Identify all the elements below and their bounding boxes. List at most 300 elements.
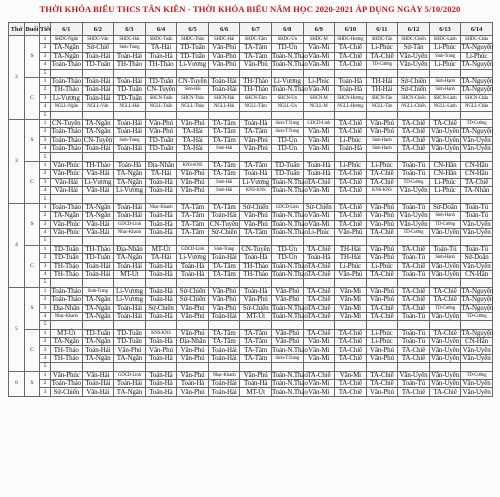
lesson-cell: Văn-Phú [177, 371, 209, 379]
lesson-cell: Li-Phúc [366, 161, 398, 169]
lesson-cell: TA-Chiê [335, 128, 367, 136]
lesson-cell: CN-Hân [429, 170, 461, 178]
lesson-cell: Văn-Phú [240, 145, 272, 153]
lesson-cell [177, 153, 209, 161]
lesson-cell: SHCN-M [303, 94, 335, 102]
column-header: 6/11 [366, 23, 398, 36]
lesson-cell: Li-Vương [114, 287, 146, 295]
period-cell: 5 [40, 111, 51, 119]
lesson-cell: SHDC-Ngân [51, 36, 83, 44]
lesson-cell: Toán-Hà [145, 371, 177, 379]
lesson-cell: Toán-Hải [208, 380, 240, 388]
lesson-cell: Toán-Hà [145, 338, 177, 346]
lesson-cell: NGLL-Thảo [177, 103, 209, 111]
lesson-cell: CN-Tuyền [83, 135, 113, 144]
lesson-cell: SHDC-Hương [335, 36, 367, 44]
column-header: 6/10 [335, 23, 367, 36]
lesson-cell: SHCN-Lành [429, 94, 461, 102]
period-cell: 2 [40, 212, 51, 220]
period-cell: 4 [40, 103, 51, 111]
lesson-cell: TA-Chiê [335, 44, 367, 52]
lesson-cell: Li-Vương [51, 94, 83, 102]
lesson-cell: Văn-Hải [82, 388, 114, 396]
lesson-cell: Toán-Hà [145, 52, 177, 60]
timetable-row [9, 94, 493, 102]
lesson-cell: CN-Hân [461, 170, 493, 178]
session-cell: S [25, 203, 40, 245]
lesson-cell: TH-Thảo [240, 262, 272, 270]
lesson-cell [271, 195, 303, 203]
lesson-cell: TD-Cường [366, 61, 398, 69]
period-cell: 3 [40, 304, 51, 312]
lesson-cell [240, 321, 272, 329]
lesson-cell: TA-Chiê [366, 228, 398, 236]
lesson-cell: Toán-Hải [114, 128, 146, 136]
lesson-cell: Toán-N.Thảo [271, 228, 308, 237]
lesson-cell: Nhạc-Khanh [145, 203, 177, 211]
lesson-cell: NGLL-M [303, 103, 335, 111]
lesson-cell: MT-Út [240, 388, 272, 396]
lesson-cell: GDCD-Linh [114, 220, 146, 228]
lesson-cell: Toán-Hải [208, 86, 240, 94]
lesson-cell: TH-Thảo [51, 262, 83, 270]
lesson-cell: Li-Phúc [366, 329, 398, 337]
lesson-cell: Văn-Phú [366, 354, 398, 362]
lesson-cell: Văn-Phú [177, 312, 209, 320]
lesson-cell: TA-Chiê [398, 354, 430, 362]
lesson-cell: Văn-Phú [271, 329, 303, 337]
lesson-cell: TA-Ngân [114, 178, 146, 186]
lesson-cell: Toán-Tú [398, 254, 430, 262]
lesson-cell: Li-Vương [271, 77, 303, 85]
lesson-cell [271, 237, 303, 245]
lesson-cell: NGLL-Tuấn [145, 103, 177, 111]
lesson-cell: TA-Chiê [398, 296, 430, 304]
lesson-cell: Văn-Phú [366, 220, 398, 228]
lesson-cell [303, 237, 335, 245]
period-cell: 3 [40, 94, 51, 102]
lesson-cell: TH-Hải [366, 77, 398, 85]
lesson-cell: TA-Ngân [114, 170, 146, 178]
lesson-cell: Li-Vương [114, 187, 146, 195]
lesson-cell: Văn-Uyên [431, 337, 460, 346]
lesson-cell: TA-Nguyện [461, 286, 494, 295]
lesson-cell: Văn-Phú [240, 296, 272, 304]
lesson-cell: TA-Tâm [240, 354, 272, 362]
lesson-cell: TA-Ngân [51, 44, 83, 52]
lesson-cell: SHCN-Ún [271, 94, 303, 102]
column-header: 6/7 [240, 23, 272, 36]
lesson-cell [240, 279, 272, 287]
lesson-cell [398, 321, 430, 329]
lesson-cell: Sử-Chiến [398, 77, 430, 85]
lesson-cell: Toán-Hải [114, 304, 146, 312]
lesson-cell: Toán-N.Thảo [271, 311, 308, 320]
lesson-cell: Văn-Uyên [431, 261, 460, 270]
lesson-cell: Toán-Hải [114, 52, 146, 60]
lesson-cell: Toán-N.Thảo [271, 219, 308, 228]
lesson-cell: TA-Chiê [398, 346, 430, 354]
lesson-cell [51, 363, 83, 371]
lesson-cell: SHDC-M [303, 36, 335, 44]
lesson-cell: Văn-Phú [366, 388, 398, 396]
lesson-cell: MT-Út [240, 312, 272, 320]
lesson-cell: TA-Ngân [82, 338, 114, 346]
lesson-cell: TD-Ún [271, 254, 303, 262]
lesson-cell: Toán-N.Thảo [271, 387, 308, 396]
lesson-cell: Toán-N.Thảo [271, 60, 308, 69]
lesson-cell: Toán-Hải [114, 262, 146, 270]
lesson-cell: TA-Chiê [366, 52, 398, 60]
lesson-cell: TD-Tuấn [82, 329, 114, 337]
period-cell: 2 [40, 44, 51, 52]
lesson-cell: Sinh-Hạnh [429, 254, 461, 262]
lesson-cell: Toán-Hải [82, 262, 114, 270]
lesson-cell: Toán-Thảo [51, 379, 81, 388]
lesson-cell: Toán-Hà [240, 170, 272, 178]
lesson-cell: Sinh-Hạnh [429, 77, 461, 85]
lesson-cell: TA-Tâm [208, 161, 240, 169]
timetable-row [9, 103, 493, 111]
lesson-cell: Văn-Uyên [431, 311, 460, 320]
lesson-cell: SHCN-Chiến [398, 94, 430, 102]
lesson-cell: KNS-KNS [240, 187, 272, 195]
lesson-cell: TA-Chiê [366, 312, 398, 320]
lesson-cell: TA-Tâm [240, 346, 272, 354]
lesson-cell: Sinh-Hải [208, 145, 240, 153]
lesson-cell [461, 111, 493, 119]
lesson-cell: TH-Thảo [114, 61, 146, 69]
lesson-cell: Toán-Hải [82, 145, 114, 153]
lesson-cell: TD-Cường [429, 220, 461, 228]
lesson-cell: TA-Nguyện [461, 85, 494, 94]
lesson-cell: Toán-Tú [461, 203, 493, 211]
lesson-cell: Li-Phúc [429, 61, 461, 69]
lesson-cell: Toán-Hà [303, 161, 335, 169]
column-header: Tiết [40, 23, 51, 36]
lesson-cell: Văn-Mi [303, 220, 335, 228]
lesson-cell: Sinh-Trang [429, 52, 461, 60]
lesson-cell: Văn-Phúc [51, 220, 83, 228]
lesson-cell [177, 279, 209, 287]
lesson-cell: Toán-Hà [145, 388, 177, 396]
lesson-cell [366, 279, 398, 287]
lesson-cell: TA-Tâm [208, 136, 240, 144]
lesson-cell: TA-Tâm [177, 203, 209, 211]
lesson-cell [335, 321, 367, 329]
lesson-cell: Toán-Hà [303, 170, 335, 178]
lesson-cell: Văn-Phú [145, 128, 177, 136]
lesson-cell: TA-Chiê [461, 178, 493, 186]
lesson-cell: TA-Chiê [303, 262, 335, 270]
lesson-cell [398, 237, 430, 245]
lesson-cell: Li-Phúc [429, 187, 461, 195]
lesson-cell: Toán-Hà [240, 287, 272, 295]
period-cell: 2 [40, 86, 51, 94]
lesson-cell: MT-Út [114, 270, 146, 278]
lesson-cell [429, 321, 461, 329]
lesson-cell: Li-Vương [177, 61, 209, 69]
lesson-cell: TA-Tâm [240, 52, 272, 60]
lesson-cell [271, 279, 303, 287]
period-cell: 5 [40, 237, 51, 245]
lesson-cell: Toán-N.Thảo [271, 261, 308, 270]
lesson-cell: TA-Chiê [366, 371, 398, 379]
lesson-cell: TA-Tâm [240, 338, 272, 346]
period-cell: 1 [40, 287, 51, 295]
lesson-cell: Toán-N.Thảo [271, 51, 308, 60]
lesson-cell: Toán-Hà [177, 270, 209, 278]
lesson-cell: TA-Ngân [82, 203, 114, 211]
lesson-cell: Toán-Hà [145, 296, 177, 304]
lesson-cell: TA-Ngân [51, 52, 83, 60]
lesson-cell: TH-Thảo [240, 86, 272, 94]
lesson-cell: Sử-Chiến [177, 296, 209, 304]
column-header: 6/13 [429, 23, 461, 36]
lesson-cell: SHCN-Hải [208, 94, 240, 102]
timetable-row [9, 321, 493, 329]
lesson-cell: Li-Phúc [429, 44, 461, 52]
lesson-cell: NGLL-Hải [208, 103, 240, 111]
lesson-cell: Văn-Phú [208, 44, 240, 52]
timetable-title: THỜI KHÓA BIỂU THCS TÂN KIÊN - THỜI KHÓA BIỂU NĂM HỌC 2020-2021 ÁP DỤNG NGÀY 5/10/2020 [39, 4, 461, 14]
lesson-cell: Văn-Uyên [462, 228, 491, 237]
lesson-cell: TA-Chiê [429, 296, 461, 304]
lesson-cell: TA-Chiê [398, 136, 430, 144]
lesson-cell: Toán-Hà [303, 254, 335, 262]
lesson-cell: Văn-Phú [271, 338, 303, 346]
lesson-cell: Văn-Phú [366, 128, 398, 136]
lesson-cell: Văn-Phú [208, 61, 240, 69]
lesson-cell: KNS-KNS [366, 187, 398, 195]
period-cell: 2 [40, 170, 51, 178]
lesson-cell: TA-Chiê [335, 119, 367, 127]
lesson-cell: Văn-Phú [208, 304, 240, 312]
lesson-cell: Toán-N.Thảo [271, 85, 308, 94]
period-cell: 5 [40, 363, 51, 371]
lesson-cell: Toán-Hà [145, 187, 177, 195]
lesson-cell: MT-Út [51, 329, 83, 337]
period-cell: 2 [40, 380, 51, 388]
lesson-cell: CN-Hân [429, 161, 461, 169]
lesson-cell: Nhạc-Khanh [208, 371, 240, 379]
column-header: 6/14 [461, 23, 493, 36]
lesson-cell: SHCN-Tâm [240, 94, 272, 102]
lesson-cell: Toán-Tú [398, 329, 430, 337]
lesson-cell: Sinh-Trang [114, 136, 146, 144]
timetable-row [9, 354, 493, 362]
lesson-cell: TH-Thảo [51, 346, 83, 354]
lesson-cell: Li-Vương [114, 296, 146, 304]
lesson-cell: SHDC-Tân [366, 36, 398, 44]
lesson-cell [429, 69, 461, 77]
lesson-cell: Văn-Phú [366, 245, 398, 253]
lesson-cell: Li-Vương [240, 178, 272, 186]
lesson-cell: SHDC-Tuấn [145, 36, 177, 44]
lesson-cell: TA-Tâm [208, 119, 240, 127]
lesson-cell: Sử-Chiến [51, 388, 83, 396]
period-cell: 1 [40, 371, 51, 379]
lesson-cell: Văn-Mi [335, 304, 367, 312]
session-cell: C [25, 161, 40, 203]
lesson-cell: Sử-Doãn [429, 203, 461, 211]
lesson-cell: Văn-Mi [303, 354, 335, 362]
lesson-cell: Văn-Uyên [462, 379, 491, 388]
lesson-cell [145, 279, 177, 287]
lesson-cell: Toán-Hà [145, 228, 177, 236]
timetable-body [9, 36, 493, 397]
lesson-cell: Văn-Mi [335, 296, 367, 304]
lesson-cell [114, 279, 146, 287]
lesson-cell: Toán-Hà [145, 312, 177, 320]
lesson-cell: CN-Tuyền [241, 244, 270, 253]
timetable-row [9, 254, 493, 262]
lesson-cell: Văn-Mi [335, 312, 367, 320]
timetable-row [9, 187, 493, 195]
lesson-cell [145, 321, 177, 329]
lesson-cell: TA-Ngân [82, 128, 114, 136]
lesson-cell [114, 321, 146, 329]
lesson-cell: TA-Chiê [335, 220, 367, 228]
lesson-cell: Toán-Hải [208, 77, 240, 85]
period-cell: 1 [40, 329, 51, 337]
lesson-cell: Sinh-T.Trang [271, 354, 303, 362]
lesson-cell: TA-Chiê [398, 245, 430, 253]
timetable-header-row [9, 23, 493, 36]
lesson-cell: CN-Tuyền [146, 85, 176, 94]
lesson-cell: Sử-Chiến [177, 287, 209, 295]
timetable-row [9, 61, 493, 69]
lesson-cell: SHDC-Chiến [398, 36, 430, 44]
lesson-cell: Văn-Uyên [431, 127, 460, 136]
lesson-cell: Văn-Mi [303, 61, 335, 69]
lesson-cell: Văn-Phú [240, 136, 272, 144]
lesson-cell: TA-Chiê [335, 178, 367, 186]
lesson-cell [271, 363, 303, 371]
lesson-cell [461, 363, 493, 371]
lesson-cell: Toán-Hải [208, 354, 240, 362]
lesson-cell: TA-Chiê [303, 296, 335, 304]
lesson-cell: Văn-Hải [51, 178, 83, 186]
session-cell: S [25, 119, 40, 161]
lesson-cell [114, 237, 146, 245]
lesson-cell: TH-Thảo [145, 61, 177, 69]
lesson-cell: Văn-Phú [114, 346, 146, 354]
lesson-cell: TA-Hải [145, 170, 177, 178]
lesson-cell [461, 279, 493, 287]
lesson-cell: TD-Tuấn [145, 145, 177, 153]
lesson-cell: Toán-Thảo [51, 286, 81, 295]
lesson-cell [303, 363, 335, 371]
lesson-cell: TA-Hải [145, 254, 177, 262]
lesson-cell: Địa-Nhân [114, 245, 146, 253]
period-cell: 4 [40, 61, 51, 69]
lesson-cell [366, 237, 398, 245]
timetable-row [9, 86, 493, 94]
lesson-cell: TA-Tâm [177, 228, 209, 236]
lesson-cell: TH-Thảo [240, 77, 272, 85]
lesson-cell: Văn-Mi [335, 287, 367, 295]
lesson-cell: TH-Thảo [51, 270, 83, 278]
lesson-cell: Toán-N.Thảo [271, 303, 308, 312]
lesson-cell: GDCD-Linh [303, 119, 335, 127]
period-cell: 5 [40, 321, 51, 329]
session-cell: S [25, 287, 40, 329]
lesson-cell: TH-Hải [335, 245, 367, 253]
lesson-cell: GDCD-Linh [177, 245, 209, 253]
lesson-cell: TA-Nguyện [461, 77, 494, 86]
lesson-cell: TA-Chiê [366, 270, 398, 278]
lesson-cell: Văn-Uyên [462, 345, 491, 354]
lesson-cell: TA-Chiê [303, 270, 335, 278]
lesson-cell [82, 279, 114, 287]
lesson-cell: Văn-Uyên [462, 261, 491, 270]
timetable-row [9, 270, 493, 278]
period-cell: 3 [40, 388, 51, 396]
lesson-cell: TA-Chiê [335, 329, 367, 337]
day-cell: 6 [9, 371, 25, 396]
lesson-cell: Toán-Tú [398, 161, 430, 169]
lesson-cell: Văn-Uyên [431, 144, 460, 153]
lesson-cell: Văn-Hải [82, 228, 114, 236]
lesson-cell: Toán-Hải [208, 212, 240, 220]
lesson-cell: Văn-Phú [177, 354, 209, 362]
lesson-cell [240, 363, 272, 371]
lesson-cell: TA-Tâm [208, 203, 240, 211]
lesson-cell [177, 237, 209, 245]
lesson-cell: TD-Ún [271, 44, 303, 52]
lesson-cell: Li-Vương [82, 178, 114, 186]
period-cell: 2 [40, 296, 51, 304]
lesson-cell: Toán-Hải [82, 380, 114, 388]
lesson-cell: TD-Ún [271, 136, 303, 144]
lesson-cell: TA-Chiê [429, 388, 461, 396]
lesson-cell: Toán-Hải [114, 312, 146, 320]
period-cell: 3 [40, 262, 51, 270]
lesson-cell: TA-Ngân [82, 312, 114, 320]
lesson-cell [271, 321, 303, 329]
lesson-cell: TA-Chiê [398, 119, 430, 127]
period-cell: 1 [40, 161, 51, 169]
lesson-cell: Văn-Phú [335, 228, 367, 236]
lesson-cell: TA-Chiê [398, 304, 430, 312]
lesson-cell: TD-Cường [461, 371, 493, 379]
lesson-cell: TA-Chiê [398, 262, 430, 270]
lesson-cell: TA-Chiê [335, 346, 367, 354]
lesson-cell: Văn-Uyên [431, 353, 460, 362]
lesson-cell: Toán-N.Thảo [271, 370, 308, 379]
lesson-cell: Toán-Tú [429, 245, 461, 253]
lesson-cell: TA-Chiê [398, 145, 430, 153]
lesson-cell: TA-Tâm [208, 262, 240, 270]
period-cell: 3 [40, 52, 51, 60]
column-header: 6/8 [271, 23, 303, 36]
lesson-cell: SHDC-Lành [429, 36, 461, 44]
lesson-cell: Toán-Hà [240, 119, 272, 127]
lesson-cell: Văn-Phú [145, 346, 177, 354]
lesson-cell: Sinh-Trang [114, 44, 146, 52]
lesson-cell: TA-Ngân [82, 354, 114, 362]
column-header: 6/1 [51, 23, 83, 36]
lesson-cell: Văn-Phú [177, 170, 209, 178]
lesson-cell: Toán-Hà [335, 77, 367, 85]
day-cell: 2 [9, 36, 25, 120]
lesson-cell [145, 237, 177, 245]
lesson-cell: Toán-Hải [82, 77, 114, 85]
lesson-cell: TA-Ngân [82, 296, 114, 304]
lesson-cell: SHCN-Châu [461, 94, 493, 102]
lesson-cell: Sinh-T.Trang [271, 128, 303, 136]
